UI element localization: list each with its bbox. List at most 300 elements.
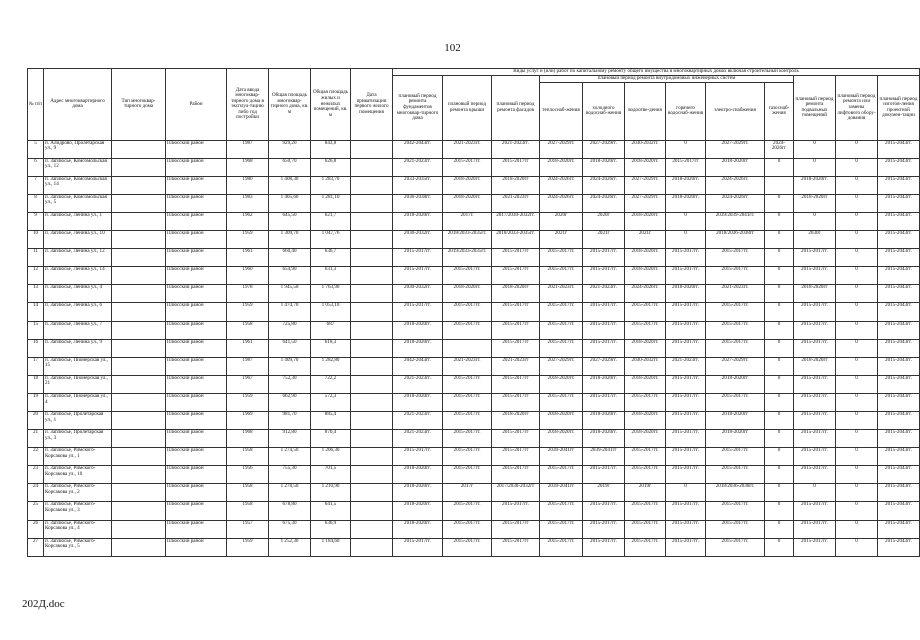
row-district: Плюсский район bbox=[166, 285, 227, 303]
row-facade: 2017/2030-2032гг bbox=[492, 484, 540, 502]
row-living-area: 701,5 bbox=[311, 466, 351, 484]
row-roof: 2021-2023гг. bbox=[443, 357, 492, 375]
row-roof bbox=[443, 339, 492, 357]
row-elevator: 0 bbox=[836, 448, 878, 466]
table-row bbox=[28, 520, 920, 538]
row-privatization bbox=[351, 339, 393, 357]
row-living-area: 1 206,30 bbox=[311, 448, 351, 466]
row-project-docs: 2015-2043гг. bbox=[878, 140, 920, 158]
col-basement-header: плановый период ремонта подвальных помещений bbox=[794, 76, 836, 141]
row-total-area: 1 252,30 bbox=[269, 538, 311, 556]
table-row bbox=[28, 158, 920, 176]
row-foundation: 2018-2020гг. bbox=[393, 484, 443, 502]
row-elevator: 0 bbox=[836, 538, 878, 556]
row-basement: 2015-2017гг. bbox=[794, 249, 836, 267]
row-elevator: 0 bbox=[836, 303, 878, 321]
row-facade: 2015-2017гг bbox=[492, 249, 540, 267]
row-basement: 2015-2017гг. bbox=[794, 520, 836, 538]
row-address: п. Заплюсье, Ленина ул., 9 bbox=[44, 339, 112, 357]
row-house-type bbox=[112, 357, 166, 375]
row-house-type bbox=[112, 484, 166, 502]
row-elevator: 0 bbox=[836, 520, 878, 538]
row-foundation: 2042-2043гг. bbox=[393, 140, 443, 158]
row-foundation: 2021-2023гг. bbox=[393, 158, 443, 176]
row-hot-water: 2015-2017гг. bbox=[666, 339, 706, 357]
row-address: п. Заплюсье, Пролетарская ул., 1 bbox=[44, 412, 112, 430]
row-roof: 2015-2017гг. bbox=[443, 375, 492, 393]
row-house-type bbox=[112, 520, 166, 538]
row-number: 26 bbox=[28, 520, 44, 538]
row-gas: 0 bbox=[765, 393, 794, 411]
row-year: 1961 bbox=[227, 339, 269, 357]
row-heating: 2021г bbox=[540, 231, 583, 249]
row-project-docs: 2015-2043гг. bbox=[878, 285, 920, 303]
row-cold-water: 2015-2017гг. bbox=[583, 339, 625, 357]
row-sewer: 2015-2017гг. bbox=[625, 502, 666, 520]
row-basement: 2015-2017гг. bbox=[794, 430, 836, 448]
row-gas: 0 bbox=[765, 375, 794, 393]
row-sewer: 2018-2020гг. bbox=[625, 375, 666, 393]
row-electric: 2018-2020гг bbox=[706, 158, 765, 176]
row-electric: 2015-2017гг. bbox=[706, 538, 765, 556]
col-cold-water-header: холодного водоснаб-жения bbox=[583, 82, 625, 140]
row-foundation: 2018-2020гг. bbox=[393, 466, 443, 484]
row-cold-water: 2015-2017гг. bbox=[583, 502, 625, 520]
row-district: Плюсский район bbox=[166, 357, 227, 375]
row-hot-water: 2015-2017гг. bbox=[666, 249, 706, 267]
col-hot-water-header: горячего водоснаб-жения bbox=[666, 82, 706, 140]
row-elevator: 0 bbox=[836, 267, 878, 285]
row-living-area: 1 763,90 bbox=[311, 285, 351, 303]
row-privatization bbox=[351, 212, 393, 230]
row-house-type bbox=[112, 231, 166, 249]
table-row bbox=[28, 285, 920, 303]
row-address: п. Заплюсье, Пионерская ул., 4 bbox=[44, 393, 112, 411]
row-roof: 2019/2033-2035гг. bbox=[443, 249, 492, 267]
row-house-type bbox=[112, 502, 166, 520]
row-total-area: 1 309,70 bbox=[269, 231, 311, 249]
row-electric: 2018-2020гг bbox=[706, 412, 765, 430]
row-district: Плюсский район bbox=[166, 466, 227, 484]
row-district: Плюсский район bbox=[166, 321, 227, 339]
row-year: 1968 bbox=[227, 430, 269, 448]
row-district: Плюсский район bbox=[166, 520, 227, 538]
row-living-area: 636,9 bbox=[311, 520, 351, 538]
row-gas: 2024-2026гг bbox=[765, 140, 794, 158]
row-sewer: 2018-2020гг. bbox=[625, 430, 666, 448]
row-project-docs: 2015-2043гг. bbox=[878, 448, 920, 466]
row-year: 1980 bbox=[227, 176, 269, 194]
row-year: 1962 bbox=[227, 212, 269, 230]
row-living-area: 1 281,10 bbox=[311, 194, 351, 212]
row-number: 13 bbox=[28, 285, 44, 303]
row-roof: 2018-2020гг. bbox=[443, 194, 492, 212]
row-privatization bbox=[351, 357, 393, 375]
row-district: Плюсский район bbox=[166, 339, 227, 357]
row-cold-water: 2039-2041гг bbox=[583, 448, 625, 466]
row-privatization bbox=[351, 520, 393, 538]
row-district: Плюсский район bbox=[166, 249, 227, 267]
row-sewer: 2018-2020гг. bbox=[625, 249, 666, 267]
row-electric: 2015-2017гг. bbox=[706, 393, 765, 411]
row-heating: 2015-2017гг. bbox=[540, 249, 583, 267]
row-basement: 2015-2017гг. bbox=[794, 466, 836, 484]
row-heating: 2018-2020гг. bbox=[540, 412, 583, 430]
row-total-area: 1 274,50 bbox=[269, 448, 311, 466]
row-gas: 0 bbox=[765, 321, 794, 339]
row-gas: 0 bbox=[765, 267, 794, 285]
row-project-docs: 2015-2043гг. bbox=[878, 466, 920, 484]
row-year: 1969 bbox=[227, 412, 269, 430]
row-sewer: 2027-2029гг. bbox=[625, 194, 666, 212]
row-total-area: 1 945,50 bbox=[269, 285, 311, 303]
row-basement: 2015-2017гг. bbox=[794, 393, 836, 411]
row-roof: 2015-2017гг. bbox=[443, 303, 492, 321]
row-total-area: 675,30 bbox=[269, 520, 311, 538]
row-hot-water: 0 bbox=[666, 484, 706, 502]
row-total-area: 654,90 bbox=[269, 267, 311, 285]
row-roof: 2015-2017гг. bbox=[443, 520, 492, 538]
row-house-type bbox=[112, 140, 166, 158]
row-house-type bbox=[112, 448, 166, 466]
row-privatization bbox=[351, 430, 393, 448]
row-heating: 2015-2017гг. bbox=[540, 502, 583, 520]
table-row bbox=[28, 357, 920, 375]
row-house-type bbox=[112, 339, 166, 357]
row-year: 1968 bbox=[227, 158, 269, 176]
col-electric-header: электро-снабжения bbox=[706, 82, 765, 140]
col-gas-header: газоснаб-жения bbox=[765, 82, 794, 140]
row-district: Плюсский район bbox=[166, 448, 227, 466]
row-cold-water: 2015-2017гг. bbox=[583, 303, 625, 321]
row-sewer: 2015-2017гг. bbox=[625, 466, 666, 484]
row-gas: 0 bbox=[765, 484, 794, 502]
row-total-area: 650,70 bbox=[269, 158, 311, 176]
row-house-type bbox=[112, 158, 166, 176]
row-cold-water: 2018-2020гг. bbox=[583, 412, 625, 430]
row-foundation: 2021-2023гг. bbox=[393, 375, 443, 393]
row-gas bbox=[765, 176, 794, 194]
row-privatization bbox=[351, 412, 393, 430]
row-project-docs: 2015-2043гг. bbox=[878, 303, 920, 321]
row-hot-water: 2015-2017гг. bbox=[666, 321, 706, 339]
row-hot-water: 0 bbox=[666, 212, 706, 230]
row-heating: 2024-2026гг. bbox=[540, 176, 583, 194]
row-district: Плюсский район bbox=[166, 412, 227, 430]
row-gas: 0 bbox=[765, 466, 794, 484]
table-row bbox=[28, 176, 920, 194]
row-year: 1958 bbox=[227, 484, 269, 502]
row-project-docs: 2015-2043гг. bbox=[878, 231, 920, 249]
row-heating: 2020г bbox=[540, 212, 583, 230]
row-cold-water: 2015-2017гг. bbox=[583, 466, 625, 484]
row-gas: 0 bbox=[765, 520, 794, 538]
row-address: п. Заплюсье, Римского-Корсакова ул., 2 bbox=[44, 484, 112, 502]
table-row bbox=[28, 321, 920, 339]
row-facade: 2018-2020гг bbox=[492, 176, 540, 194]
row-cold-water: 2020г bbox=[583, 212, 625, 230]
row-electric: 2018/2036-2038гг bbox=[706, 231, 765, 249]
row-project-docs: 2015-2043гг. bbox=[878, 520, 920, 538]
row-heating: 2015-2017гг. bbox=[540, 393, 583, 411]
row-number: 7 bbox=[28, 176, 44, 194]
row-elevator: 0 bbox=[836, 231, 878, 249]
row-year: 1983 bbox=[227, 194, 269, 212]
row-elevator: 0 bbox=[836, 412, 878, 430]
row-number: 14 bbox=[28, 303, 44, 321]
row-roof: 2018-2020гг. bbox=[443, 285, 492, 303]
row-cold-water: 2015-2017гг. bbox=[583, 267, 625, 285]
row-number: 23 bbox=[28, 466, 44, 484]
row-number: 20 bbox=[28, 412, 44, 430]
row-electric: 2015-2017гг. bbox=[706, 339, 765, 357]
row-hot-water: 2015-2017гг. bbox=[666, 375, 706, 393]
row-gas: 0 bbox=[765, 448, 794, 466]
row-district: Плюсский район bbox=[166, 176, 227, 194]
row-hot-water: 2021-2023гг. bbox=[666, 357, 706, 375]
row-number: 16 bbox=[28, 339, 44, 357]
row-number: 21 bbox=[28, 430, 44, 448]
row-total-area: 641,50 bbox=[269, 339, 311, 357]
row-total-area: 929,20 bbox=[269, 140, 311, 158]
col-roof-header: плановый период ремонта крыши bbox=[443, 76, 492, 141]
row-elevator: 0 bbox=[836, 194, 878, 212]
row-sewer: 2018-2020гг. bbox=[625, 339, 666, 357]
row-facade: 2021-2023гг. bbox=[492, 140, 540, 158]
row-heating: 2018-2020гг. bbox=[540, 430, 583, 448]
row-foundation: 2021-2023гг. bbox=[393, 430, 443, 448]
row-hot-water: 2015-2017гг. bbox=[666, 448, 706, 466]
table-row bbox=[28, 430, 920, 448]
row-facade: 2015-2017гг bbox=[492, 375, 540, 393]
row-address: п. Заплюсье, Комсомольская ул., 12 bbox=[44, 158, 112, 176]
row-foundation: 2015-2017гг. bbox=[393, 249, 443, 267]
row-basement: 2015-2017гг. bbox=[794, 502, 836, 520]
row-house-type bbox=[112, 321, 166, 339]
row-hot-water: 2015-2017гг. bbox=[666, 303, 706, 321]
row-hot-water: 2015-2017гг. bbox=[666, 267, 706, 285]
row-total-area: 662,90 bbox=[269, 393, 311, 411]
col-elevator-header: плановый период ремонта или замены лифтового обору-дования bbox=[836, 76, 878, 141]
row-address: п. Заплюсье, Римского-Корсакова ул., 4 bbox=[44, 520, 112, 538]
row-cold-water: 2015-2017гг. bbox=[583, 249, 625, 267]
row-living-area: 1 283,70 bbox=[311, 176, 351, 194]
row-foundation: 2036-2038гг. bbox=[393, 194, 443, 212]
row-house-type bbox=[112, 412, 166, 430]
row-basement: 2015-2017гг. bbox=[794, 412, 836, 430]
systems-group-header: плановый период ремонта внутридомовых инженерных систем bbox=[540, 76, 794, 83]
row-year: 1967 bbox=[227, 375, 269, 393]
row-project-docs: 2015-2043гг. bbox=[878, 176, 920, 194]
col-heating-header: теплоснаб-жения bbox=[540, 82, 583, 140]
row-district: Плюсский район bbox=[166, 194, 227, 212]
row-living-area: 1 210,90 bbox=[311, 484, 351, 502]
row-facade: 2018-2020гг bbox=[492, 285, 540, 303]
row-basement: 2015-2017гг. bbox=[794, 538, 836, 556]
row-number: 10 bbox=[28, 231, 44, 249]
row-cold-water: 2015-2017гг. bbox=[583, 538, 625, 556]
table-row bbox=[28, 412, 920, 430]
row-basement: 2018-2020гг bbox=[794, 357, 836, 375]
row-project-docs: 2015-2043гг. bbox=[878, 393, 920, 411]
row-sewer: 2018-2020гг. bbox=[625, 158, 666, 176]
row-roof: 2015-2017гг. bbox=[443, 321, 492, 339]
row-total-area: 1 408,30 bbox=[269, 176, 311, 194]
row-basement: 2015-2017гг. bbox=[794, 339, 836, 357]
row-heating: 2039-2041гг bbox=[540, 448, 583, 466]
row-total-area: 678,80 bbox=[269, 502, 311, 520]
row-number: 6 bbox=[28, 158, 44, 176]
table-row bbox=[28, 212, 920, 230]
row-facade: 2015-2017гг bbox=[492, 339, 540, 357]
row-elevator: 0 bbox=[836, 321, 878, 339]
row-living-area: 870,4 bbox=[311, 430, 351, 448]
row-heating: 2015-2017гг. bbox=[540, 339, 583, 357]
row-basement: 2030г bbox=[794, 231, 836, 249]
row-sewer: 2018-2020гг. bbox=[625, 267, 666, 285]
row-hot-water: 2015-2017гг. bbox=[666, 520, 706, 538]
row-living-area: 572,3 bbox=[311, 393, 351, 411]
row-privatization bbox=[351, 194, 393, 212]
row-cold-water: 2024-2026гг. bbox=[583, 176, 625, 194]
row-cold-water: 2015-2017гг. bbox=[583, 393, 625, 411]
row-hot-water: 2015-2017гг. bbox=[666, 393, 706, 411]
row-elevator: 0 bbox=[836, 249, 878, 267]
row-foundation: 2042-2043гг. bbox=[393, 357, 443, 375]
row-address: п. Заплюсье, Ленина ул., 14 bbox=[44, 267, 112, 285]
row-number: 5 bbox=[28, 140, 44, 158]
row-facade: 2018/2033-2035гг. bbox=[492, 231, 540, 249]
col-house-type-header: Тип многоквар-тирного дома bbox=[112, 69, 166, 141]
row-privatization bbox=[351, 140, 393, 158]
row-year: 1959 bbox=[227, 231, 269, 249]
row-district: Плюсский район bbox=[166, 430, 227, 448]
row-heating: 2015-2017гг. bbox=[540, 303, 583, 321]
row-privatization bbox=[351, 484, 393, 502]
row-foundation: 2030-2032гг. bbox=[393, 285, 443, 303]
row-number: 18 bbox=[28, 375, 44, 393]
row-roof: 2015-2017гг. bbox=[443, 158, 492, 176]
row-gas: 0 bbox=[765, 212, 794, 230]
row-living-area: 843,8 bbox=[311, 140, 351, 158]
row-facade: 2015-2017гг bbox=[492, 303, 540, 321]
table-row bbox=[28, 194, 920, 212]
row-living-area: 626,8 bbox=[311, 158, 351, 176]
col-sewer-header: водоотве-дения bbox=[625, 82, 666, 140]
table-body bbox=[28, 140, 920, 556]
table-row bbox=[28, 393, 920, 411]
row-elevator: 0 bbox=[836, 212, 878, 230]
row-address: п. Заплюсье, Римского-Корсакова ул., 5 bbox=[44, 538, 112, 556]
col-living-area-header: Общая площадь жилых и нежилых помещений, кв. м bbox=[311, 69, 351, 141]
row-foundation: 2018-2020гг. bbox=[393, 212, 443, 230]
row-total-area: 912,80 bbox=[269, 430, 311, 448]
row-cold-water: 2015-2017гг. bbox=[583, 321, 625, 339]
row-address: п. Заплюсье, Пионерская ул., 15 bbox=[44, 357, 112, 375]
row-electric: 2018-2020гг bbox=[706, 430, 765, 448]
row-district: Плюсский район bbox=[166, 375, 227, 393]
row-number: 19 bbox=[28, 393, 44, 411]
row-hot-water: 2015-2017гг bbox=[666, 158, 706, 176]
row-sewer: 2015-2017гг. bbox=[625, 393, 666, 411]
row-elevator: 0 bbox=[836, 158, 878, 176]
row-basement: 2015-2017гг. bbox=[794, 375, 836, 393]
row-privatization bbox=[351, 285, 393, 303]
row-facade: 2021-2023гг bbox=[492, 357, 540, 375]
row-facade: 2015-2017гг bbox=[492, 393, 540, 411]
row-sewer: 2030-2032гг. bbox=[625, 140, 666, 158]
row-electric: 2015-2017гг. bbox=[706, 303, 765, 321]
row-facade: 2015-2017гг bbox=[492, 430, 540, 448]
row-facade: 2015-2017гг. bbox=[492, 502, 540, 520]
row-sewer: 2027-2029гг. bbox=[625, 176, 666, 194]
row-electric: 2015-2017гг. bbox=[706, 502, 765, 520]
row-house-type bbox=[112, 466, 166, 484]
row-basement: 0 bbox=[794, 140, 836, 158]
row-number: 25 bbox=[28, 502, 44, 520]
row-house-type bbox=[112, 430, 166, 448]
row-privatization bbox=[351, 321, 393, 339]
row-roof: 2018-2020гг. bbox=[443, 176, 492, 194]
row-living-area: 636,7 bbox=[311, 249, 351, 267]
row-number: 24 bbox=[28, 484, 44, 502]
row-foundation: 2021-2023гг. bbox=[393, 412, 443, 430]
row-hot-water: 2018-2020гг. bbox=[666, 194, 706, 212]
row-gas: 0 bbox=[765, 412, 794, 430]
document-filename: 202Д.doc bbox=[22, 598, 65, 610]
row-elevator: 0 bbox=[836, 357, 878, 375]
col-year-header: Дата ввода многоквар-тирного дома в эксплуа-тацию либо год постройки bbox=[227, 69, 269, 141]
row-sewer: 2030-2032гг. bbox=[625, 357, 666, 375]
row-address: п. Заплюсье, Ленина ул., 6 bbox=[44, 303, 112, 321]
row-elevator: 0 bbox=[836, 140, 878, 158]
row-gas: 0 bbox=[765, 303, 794, 321]
row-elevator: 0 bbox=[836, 285, 878, 303]
row-heating: 2015-2017гг. bbox=[540, 538, 583, 556]
row-privatization bbox=[351, 249, 393, 267]
row-year: 1958 bbox=[227, 448, 269, 466]
row-privatization bbox=[351, 448, 393, 466]
row-year: 1987 bbox=[227, 140, 269, 158]
row-roof: 2015-2017гг. bbox=[443, 448, 492, 466]
row-foundation: 2018-2020гг. bbox=[393, 393, 443, 411]
row-electric: 2027-2029гг. bbox=[706, 140, 765, 158]
row-project-docs: 2015-2043гг. bbox=[878, 212, 920, 230]
row-elevator: 0 bbox=[836, 393, 878, 411]
row-district: Плюсский район bbox=[166, 231, 227, 249]
row-address: п. Заплюсье, Ленина ул., 4 bbox=[44, 285, 112, 303]
row-address: п. Заплюсье, Ленина ул., 10 bbox=[44, 231, 112, 249]
row-project-docs: 2015-2043гг. bbox=[878, 375, 920, 393]
row-address: п. Заплюсье, Пролетарская ул., 3 bbox=[44, 430, 112, 448]
row-total-area: 981,70 bbox=[269, 412, 311, 430]
row-project-docs: 2015-2043гг. bbox=[878, 538, 920, 556]
row-project-docs: 2015-2043гг. bbox=[878, 158, 920, 176]
row-hot-water: 2015-2017гг. bbox=[666, 502, 706, 520]
row-total-area: 755,30 bbox=[269, 466, 311, 484]
row-electric: 2039/2039-2041гг. bbox=[706, 212, 765, 230]
row-project-docs: 2015-2043гг. bbox=[878, 249, 920, 267]
row-year: 1987 bbox=[227, 357, 269, 375]
row-living-area: 687 bbox=[311, 321, 351, 339]
row-address: п. Заплюсье, Ленина ул., 12 bbox=[44, 249, 112, 267]
row-cold-water: 2018-2020гг. bbox=[583, 430, 625, 448]
row-gas: 0 bbox=[765, 285, 794, 303]
row-sewer: 2019г bbox=[625, 484, 666, 502]
row-total-area: 1 409,70 bbox=[269, 357, 311, 375]
row-hot-water: 2015-2017гг. bbox=[666, 412, 706, 430]
row-elevator: 0 bbox=[836, 339, 878, 357]
